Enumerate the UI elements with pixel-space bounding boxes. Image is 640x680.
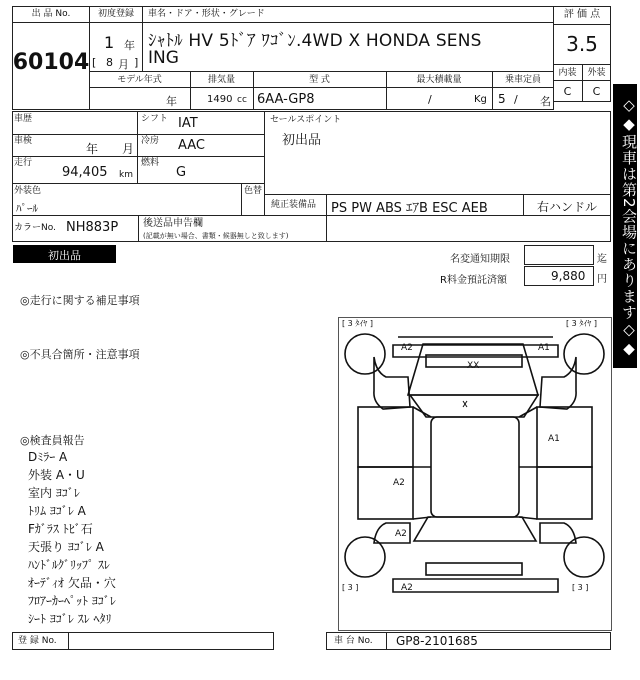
inspector-item: 室内 ﾖｺﾞﾚ — [28, 486, 80, 500]
inspector-item: ｼｰﾄ ﾖｺﾞﾚ ｽﾚ ﾍﾀﾘ — [28, 612, 112, 626]
type-value: 6AA-GP8 — [257, 92, 315, 107]
sales-point-value: 初出品 — [282, 133, 322, 148]
ac-label: 冷房 — [141, 136, 160, 146]
evaluation-score: 3.5 — [566, 32, 598, 56]
lot-number: 60104 — [12, 50, 90, 75]
mileage-label: 走行 — [14, 158, 33, 168]
tire-mark-rear-right: [ 3 ] — [572, 583, 589, 592]
capacity-unit: 名 — [540, 95, 551, 108]
damage-label: A2 — [401, 343, 413, 353]
damage-label: A1 — [548, 434, 560, 444]
handle-value: 右ハンドル — [536, 200, 597, 214]
first-registration-label: 初度登録 — [97, 9, 134, 19]
fuel-label: 燃料 — [141, 158, 160, 168]
displacement-label: 排気量 — [207, 75, 235, 85]
max-load-value: / — [428, 93, 432, 106]
equipment-label: 純正装備品 — [271, 200, 317, 210]
inspector-item: ｵｰﾃﾞｨｵ 欠品・穴 — [28, 576, 116, 590]
evaluation-label: 評 価 点 — [563, 9, 601, 20]
color-no-label: カラーNo. — [14, 223, 56, 233]
inspection-year: 年 — [86, 142, 99, 156]
history-label: 車歴 — [14, 114, 33, 124]
interior-grade: C — [563, 85, 572, 98]
driving-notes-heading: ◎走行に関する補足事項 — [20, 294, 140, 307]
registration-no-label: 登 録 No. — [18, 636, 57, 646]
damage-label: A2 — [395, 529, 407, 539]
doc-note: (記載が無い場合、書類・候器無しと致します) — [143, 232, 289, 240]
exterior-grade: C — [592, 85, 601, 98]
inspector-item: ﾄﾘﾑ ﾖｺﾞﾚ A — [28, 504, 86, 518]
type-label: 型 式 — [309, 75, 330, 85]
damage-label: XX — [467, 361, 480, 371]
info-grid — [12, 111, 265, 216]
inspector-item: Dﾐﾗｰ A — [28, 450, 68, 464]
front-right-tire-icon — [564, 334, 604, 374]
venue-notice-banner: ◇◆現車は第2会場にあります◇◆ — [613, 84, 637, 368]
inspector-item: 天張り ﾖｺﾞﾚ A — [28, 540, 104, 554]
ac-value: AAC — [178, 138, 205, 153]
model-year-label: モデル年式 — [117, 75, 162, 85]
displacement-value: 1490 — [207, 94, 233, 105]
recycle-label: R料金預託済額 — [440, 275, 507, 286]
inspection-label: 車検 — [14, 136, 33, 146]
car-name-label: 車名・ドア・形状・グレード — [148, 9, 265, 19]
max-load-label: 最大積載量 — [416, 75, 462, 85]
exterior-label: 外装 — [587, 68, 606, 78]
inspection-month: 月 — [122, 142, 135, 156]
registration-year-unit: 年 — [124, 39, 135, 52]
displacement-unit: cc — [237, 95, 247, 105]
registration-month-unit: 月 — [118, 58, 129, 71]
registration-month: 8 — [106, 56, 113, 69]
color-change-label: 色替 — [244, 186, 263, 196]
name-change-box — [524, 245, 594, 265]
registration-year: 1 — [104, 33, 115, 52]
tire-mark-front-left: [ 3 ﾀｲﾔ ] — [342, 319, 373, 328]
recycle-unit: 円 — [597, 274, 607, 285]
capacity-label: 乗車定員 — [504, 75, 541, 85]
inspector-report-heading: ◎検査員報告 — [20, 434, 85, 447]
equipment-value: PS PW ABS ｴｱB ESC AEB — [331, 201, 488, 216]
shift-value: IAT — [178, 116, 198, 131]
defect-notes-heading: ◎不具合箇所・注意事項 — [20, 348, 140, 361]
sales-point-label: セールスポイント — [270, 115, 342, 125]
doc-label: 後送品申告欄 — [143, 218, 203, 229]
chassis-no-value: GP8-2101685 — [396, 634, 478, 648]
fuel-value: G — [176, 165, 187, 180]
max-load-unit: Kg — [474, 94, 487, 105]
chassis-no-label: 車 台 No. — [334, 636, 373, 646]
name-change-label: 名変通知期限 — [450, 254, 510, 265]
exterior-color-value: ﾊﾟｰﾙ — [16, 202, 38, 215]
interior-label: 内装 — [558, 68, 577, 78]
inspector-item: ﾌﾛｱｰｶｰﾍﾟｯﾄ ﾖｺﾞﾚ — [28, 594, 116, 608]
model-year-value: 年 — [166, 95, 177, 108]
shift-label: シフト — [141, 114, 169, 124]
tire-mark-front-right: [ 3 ﾀｲﾔ ] — [566, 319, 597, 328]
color-no-value: NH883P — [66, 220, 119, 235]
damage-label: A1 — [538, 343, 550, 353]
tire-mark-rear-left: [ 3 ] — [342, 583, 359, 592]
damage-label: A2 — [401, 583, 413, 593]
inspector-item: 外装 A・U — [28, 468, 85, 482]
inspector-item: Fｶﾞﾗｽ ﾄﾋﾞ石 — [28, 522, 93, 536]
mileage-unit: km — [119, 170, 133, 180]
damage-label: A2 — [393, 478, 405, 488]
name-change-unit: 迄 — [597, 254, 607, 265]
mileage-value: 94,405 — [62, 165, 108, 180]
exterior-color-label: 外装色 — [14, 186, 42, 196]
capacity-value: 5 — [498, 92, 506, 106]
car-name-line1: ｼｬﾄﾙ HV 5ﾄﾞｱ ﾜｺﾞﾝ.4WD X HONDA SENS — [148, 31, 482, 51]
inspector-item: ﾊﾝﾄﾞﾙｸﾞﾘｯﾌﾟ ｽﾚ — [28, 558, 110, 572]
front-left-tire-icon — [345, 334, 385, 374]
lot-number-label: 出 品 No. — [31, 9, 71, 19]
recycle-value: 9,880 — [551, 269, 586, 283]
car-name-line2: ING — [148, 48, 179, 68]
